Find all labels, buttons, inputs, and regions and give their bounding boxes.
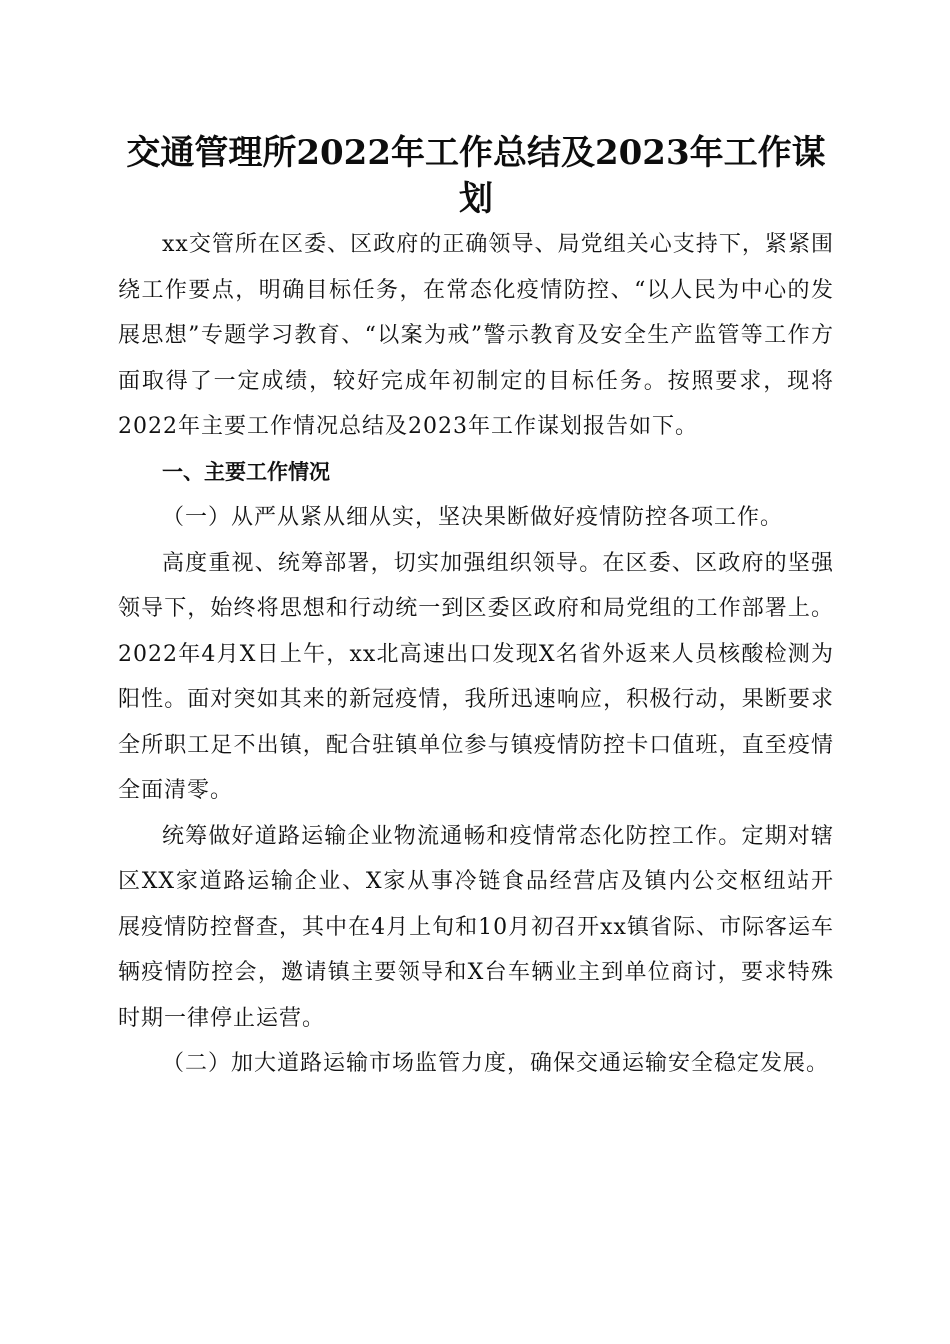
subsection-heading-market-supervision: （二）加大道路运输市场监管力度，确保交通运输安全稳定发展。 — [162, 1051, 830, 1076]
paragraph-leadership: 高度重视、统筹部署，切实加强组织领导。在区委、区政府的坚强领导下，始终将思想和行动统一到区委区政府和局党组的工作部署上。2022年4月X日上午，xx北高速出口发现X名省外返来人员核酸检测为阳性。面对突如其来的新冠疫情，我所迅速响应，积极行动，果断要求全所职工足不出镇，配合驻镇单位参与镇疫情防控卡口值班，直至疫情全面清零。 — [118, 550, 834, 803]
intro-paragraph: xx交管所在区委、区政府的正确领导、局党组关心支持下，紧紧围绕工作要点，明确目标任务，在常态化疫情防控、“以人民为中心的发展思想”专题学习教育、“以案为戒”警示教育及安全生产监管等工作方面取得了一定成绩，较好完成年初制定的目标任务。按照要求，现将2022年主要工作情况总结及2023年工作谋划报告如下。 — [118, 232, 834, 439]
document-page — [118, 130, 834, 1087]
subsection-heading-epidemic: （一）从严从紧从细从实，坚决果断做好疫情防控各项工作。 — [162, 505, 784, 530]
document-title: 交通管理所2022年工作总结及2023年工作谋划 — [126, 133, 826, 219]
paragraph-logistics: 统筹做好道路运输企业物流通畅和疫情常态化防控工作。定期对辖区XX家道路运输企业、X家从事冷链食品经营店及镇内公交枢纽站开展疫情防控督查，其中在4月上旬和10月初召开xx镇省际、市际客运车辆疫情防控会，邀请镇主要领导和X台车辆业主到单位商讨，要求特殊时期一律停止运营。 — [118, 823, 834, 1031]
section-heading-main-work: 一、主要工作情况 — [162, 459, 330, 484]
